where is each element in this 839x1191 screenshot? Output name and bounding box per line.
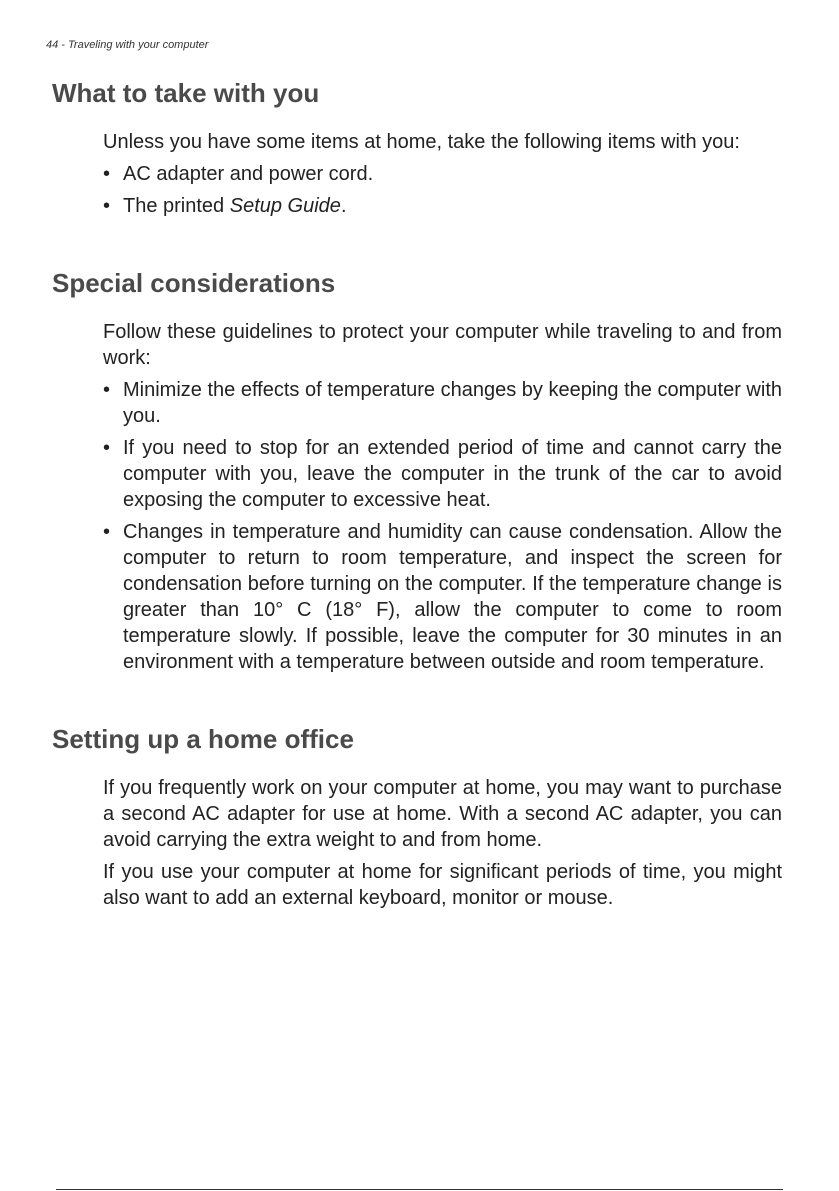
list-item-text: AC adapter and power cord. [123, 163, 374, 185]
section-body-special-considerations [103, 319, 782, 681]
paragraph: If you frequently work on your computer at home, you may want to purchase a second AC adapter for use at home. With a second AC adapter, you can avoid carrying the extra weight to and from home. [103, 777, 782, 851]
section-title-what-to-take: What to take with you [52, 78, 320, 108]
running-header: 44 - Traveling with your computer [46, 39, 209, 51]
bullet-icon: • [103, 379, 111, 401]
list-item-text-prefix: The printed [123, 195, 230, 217]
section-body-home-office [103, 775, 782, 917]
intro-paragraph: Unless you have some items at home, take the following items with you: [103, 131, 740, 153]
guidelines-list [103, 377, 782, 675]
list-item [103, 435, 782, 513]
bullet-icon: • [103, 521, 111, 543]
intro-paragraph: Follow these guidelines to protect your computer while traveling to and from work: [103, 321, 782, 369]
list-item [103, 519, 782, 675]
list-item-text-suffix: . [340, 195, 347, 217]
list-item [103, 161, 782, 187]
list-item-text: If you need to stop for an extended period of time and cannot carry the computer with you, leave the computer in the trunk of the car to avoid exposing the computer to excessive heat. [123, 437, 782, 511]
list-item-text: Changes in temperature and humidity can cause condensation. Allow the computer to return to room temperature, and inspect the screen for condensation before turning on the computer. If the temperature change is greater than 10° C (18° F), allow the computer to come to room temperature slowly. If possible, leave the computer for 30 minutes in an environment with a temperature between outside and room temperature. [123, 521, 782, 673]
items-list [103, 161, 782, 219]
section-title-special-considerations: Special considerations [52, 268, 336, 298]
list-item [103, 377, 782, 429]
list-item [103, 193, 782, 219]
list-item-text: Minimize the effects of temperature changes by keeping the computer with you. [123, 379, 782, 427]
section-body-what-to-take [103, 129, 782, 225]
bullet-icon: • [103, 163, 111, 185]
footer-divider [56, 1189, 783, 1190]
section-title-home-office: Setting up a home office [52, 724, 354, 754]
bullet-icon: • [103, 437, 111, 459]
setup-guide-title: Setup Guide [229, 195, 341, 217]
paragraph: If you use your computer at home for significant periods of time, you might also want to add an external keyboard, monitor or mouse. [103, 861, 782, 909]
bullet-icon: • [103, 195, 111, 217]
